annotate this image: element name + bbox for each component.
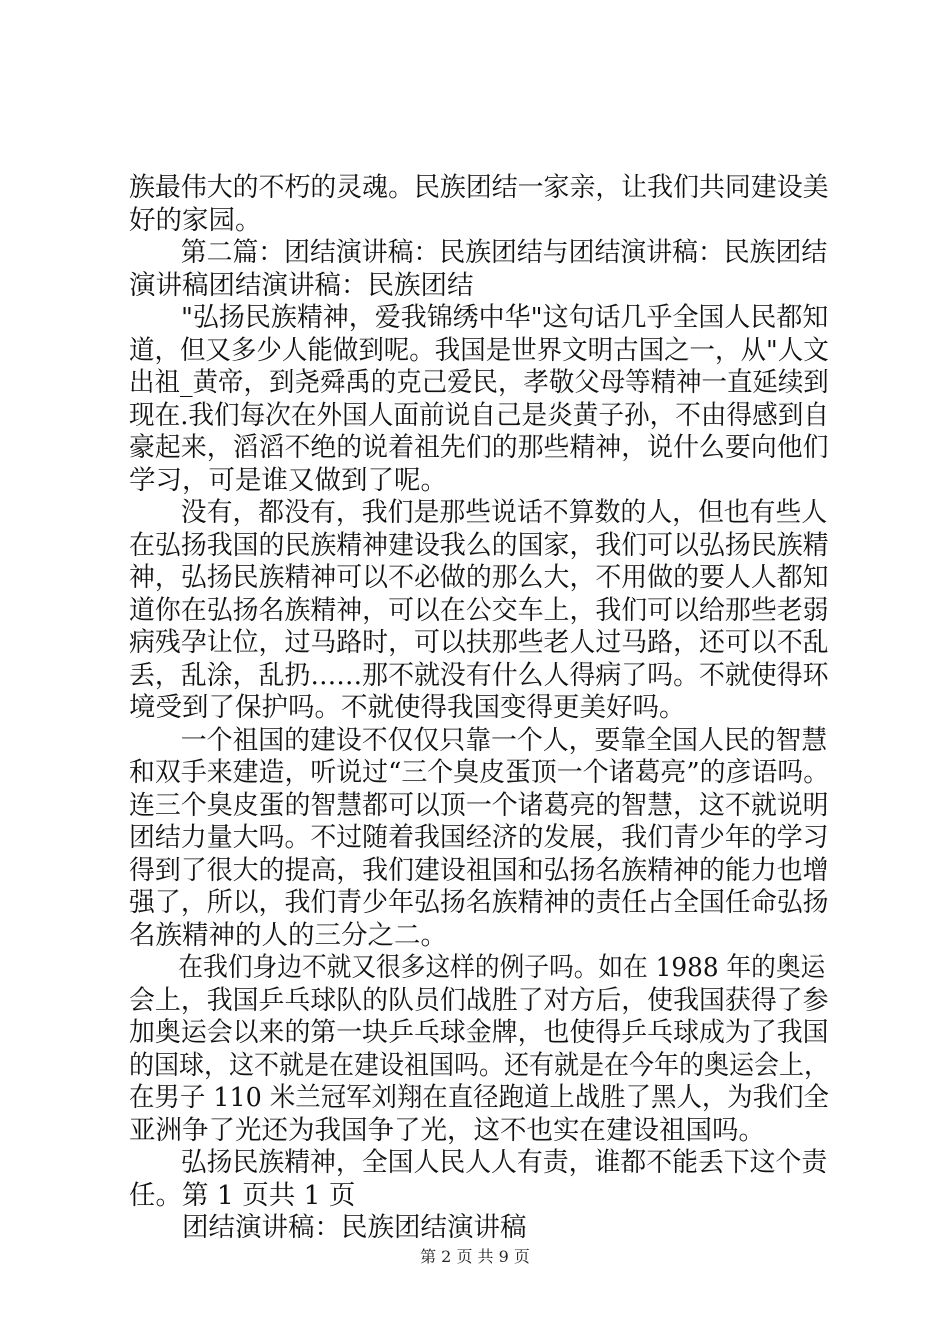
text-line: "弘扬民族精神，爱我锦绣中华"这句话几乎全国人民都知 (180, 302, 829, 333)
text-line: 病残孕让位，过马路时，可以扶那些老人过马路，还可以不乱 (129, 627, 829, 658)
text-line: 会上，我国乒乓球队的队员们战胜了对方后，使我国获得了参 (129, 984, 829, 1016)
text-line: 境受到了保护吗。不就使得我国变得更美好吗。 (129, 692, 686, 723)
text-line: 学习，可是谁又做到了呢。 (129, 464, 447, 496)
text-line: 强了，所以，我们青少年弘扬名族精神的责任占全国任命弘扬 (129, 887, 829, 918)
text-line: 的国球，这不就是在建设祖国吗。还有就是在今年的奥运会上， (129, 1049, 830, 1081)
text-line: 第二篇：团结演讲稿：民族团结与团结演讲稿：民族团结 (180, 237, 828, 268)
text-line: 神，弘扬民族精神可以不必做的那么大，不用做的要人人都知 (129, 562, 829, 593)
text-line: 出祖_黄帝，到尧舜禹的克己爱民，孝敬父母等精神一直延续到 (129, 367, 829, 398)
text-line: 在弘扬我国的民族精神建设我么的国家，我们可以弘扬民族精 (129, 529, 829, 561)
text-line: 在男子 110 米兰冠军刘翔在直径跑道上战胜了黑人，为我们全 (129, 1082, 829, 1113)
text-line: 族最伟大的不朽的灵魂。民族团结一家亲，让我们共同建设美 (129, 172, 829, 203)
text-line: 任。第 1 页共 1 页 (129, 1179, 356, 1211)
text-line: 好的家园。 (129, 204, 262, 236)
page-footer: 第 2 页 共 9 页 (420, 1247, 530, 1266)
text-line: 名族精神的人的三分之二。 (129, 919, 447, 951)
document-body (129, 172, 829, 1245)
text-line: 演讲稿团结演讲稿：民族团结 (129, 269, 474, 301)
text-line: 加奥运会以来的第一块乒乓球金牌，也使得乒乓球成为了我国 (129, 1017, 829, 1048)
text-line: 没有，都没有，我们是那些说话不算数的人，但也有些人 (180, 497, 828, 528)
text-line: 得到了很大的提高，我们建设祖国和弘扬名族精神的能力也增 (129, 854, 829, 886)
text-line: 丢，乱涂，乱扔……那不就没有什么人得病了吗。不就使得环 (129, 659, 829, 691)
text-line: 和双手来建造，听说过“三个臭皮蛋顶一个诸葛亮”的彦语吗。 (129, 757, 830, 788)
text-line: 连三个臭皮蛋的智慧都可以顶一个诸葛亮的智慧，这不就说明 (129, 789, 829, 821)
text-line: 现在.我们每次在外国人面前说自己是炎黄子孙，不由得感到自 (129, 399, 829, 431)
text-line: 在我们身边不就又很多这样的例子吗。如在 1988 年的奥运 (178, 952, 826, 983)
text-line: 团结演讲稿：民族团结演讲稿 (182, 1212, 527, 1243)
text-line: 亚洲争了光还为我国争了光，这不也实在建设祖国吗。 (129, 1114, 765, 1146)
text-line: 弘扬民族精神，全国人民人人有责，谁都不能丢下这个责 (180, 1147, 828, 1178)
text-line: 道，但又多少人能做到呢。我国是世界文明古国之一，从"人文 (129, 334, 829, 366)
text-line: 团结力量大吗。不过随着我国经济的发展，我们青少年的学习 (129, 822, 829, 853)
text-line: 豪起来，滔滔不绝的说着祖先们的那些精神，说什么要向他们 (129, 432, 829, 463)
text-line: 一个祖国的建设不仅仅只靠一个人，要靠全国人民的智慧 (180, 724, 828, 756)
text-line: 道你在弘扬名族精神，可以在公交车上，我们可以给那些老弱 (129, 594, 829, 626)
